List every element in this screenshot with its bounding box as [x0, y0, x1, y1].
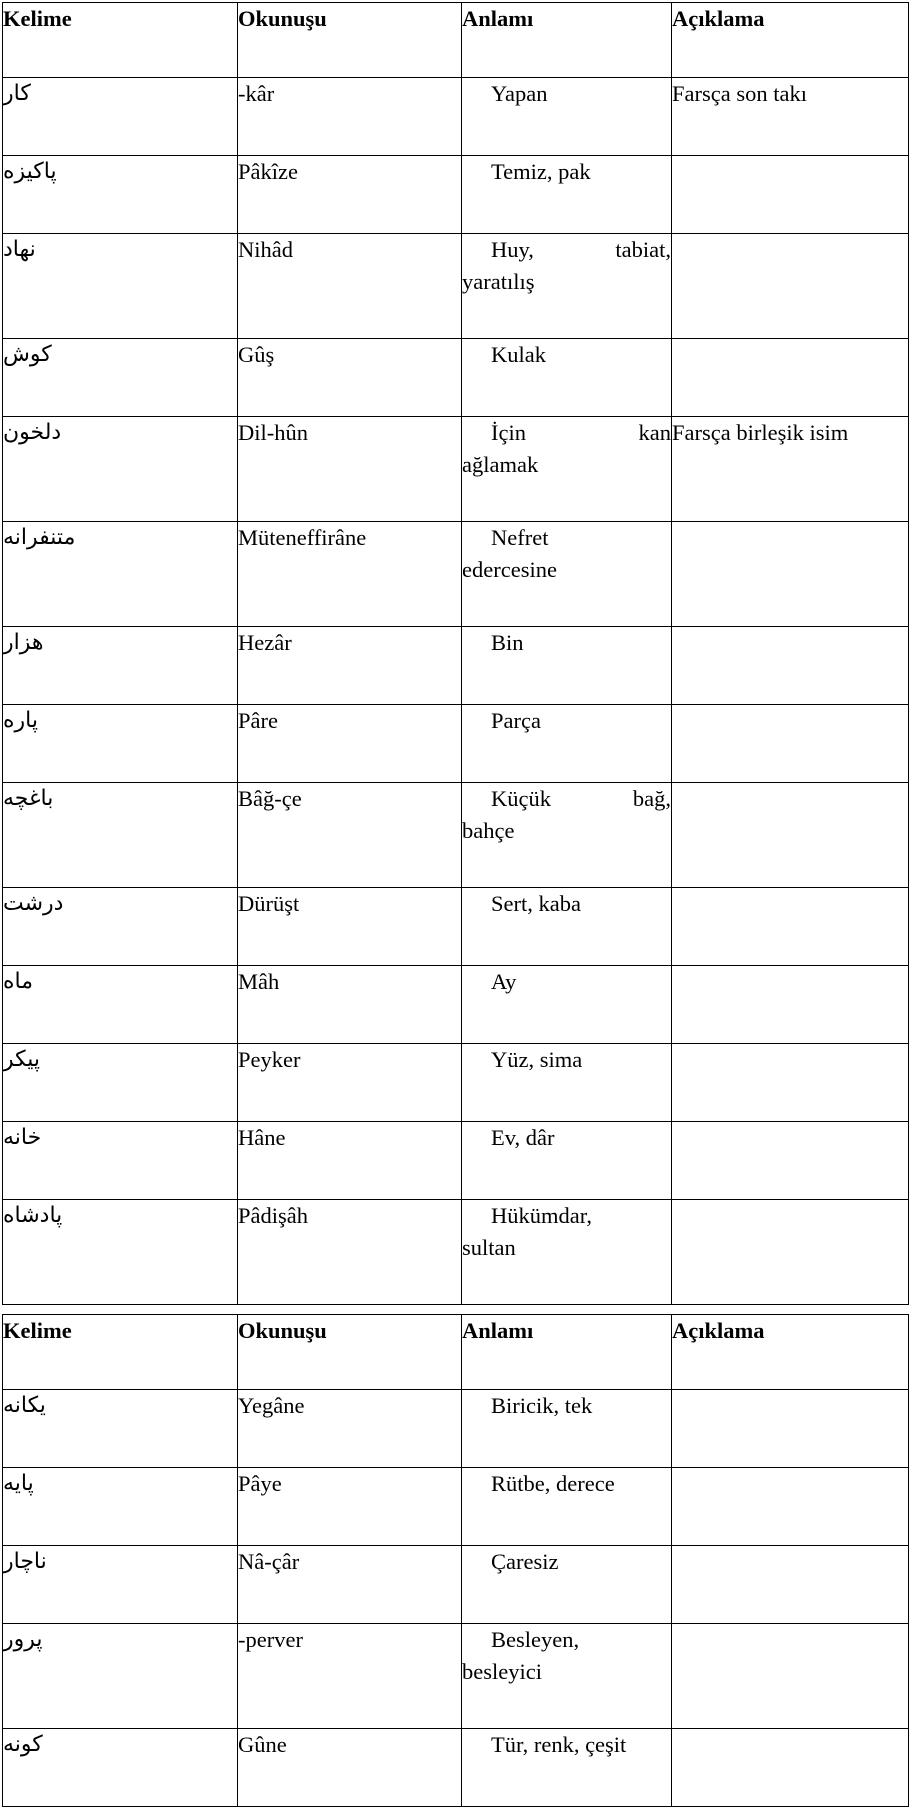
meaning-cell [462, 522, 672, 627]
reading-cell: Dürüşt [238, 888, 462, 966]
reading-cell: -perver [238, 1624, 462, 1729]
word-cell: پرور [3, 1624, 238, 1729]
meaning-line-2: yaratılış [462, 269, 535, 294]
header-anlami: Anlamı [462, 3, 672, 78]
meaning-cell [462, 888, 672, 966]
word-cell: پادشاه [3, 1200, 238, 1305]
word-cell: دلخون [3, 417, 238, 522]
reading-cell: Hezâr [238, 627, 462, 705]
table-row [3, 783, 909, 888]
word-cell: يكانه [3, 1390, 238, 1468]
meaning-text: Sert, kaba [491, 891, 581, 916]
table-row [3, 522, 909, 627]
meaning-cell [462, 1044, 672, 1122]
meaning-cell [462, 627, 672, 705]
meaning-cell [462, 783, 672, 888]
meaning-text: Rütbe, derece [491, 1471, 615, 1496]
table-header-row [3, 1315, 909, 1390]
word-cell: هزار [3, 627, 238, 705]
reading-cell: Yegâne [238, 1390, 462, 1468]
note-cell: Farsça birleşik isim [672, 417, 909, 522]
meaning-line-2: sultan [462, 1235, 516, 1260]
meaning-text: Yapan [491, 81, 548, 106]
note-cell [672, 1044, 909, 1122]
meaning-line-1 [462, 783, 671, 815]
reading-cell: Dil-hûn [238, 417, 462, 522]
table-row [3, 888, 909, 966]
note-cell [672, 705, 909, 783]
meaning-line-1 [462, 417, 671, 449]
note-cell [672, 1729, 909, 1807]
word-cell: متنفرانه [3, 522, 238, 627]
meaning-cell [462, 1729, 672, 1807]
vocabulary-table-1 [2, 2, 909, 1305]
meaning-line-2: edercesine [462, 557, 557, 582]
meaning-word: tabiat, [615, 237, 671, 262]
meaning-text: Tür, renk, çeşit [491, 1732, 627, 1757]
table-row [3, 966, 909, 1044]
table-row [3, 417, 909, 522]
word-cell: پاره [3, 705, 238, 783]
reading-cell: Pâre [238, 705, 462, 783]
word-cell: كوش [3, 339, 238, 417]
header-okunusu: Okunuşu [238, 1315, 462, 1390]
table-row [3, 1729, 909, 1807]
table-row [3, 1122, 909, 1200]
meaning-text: Biricik, tek [491, 1393, 593, 1418]
table-row [3, 1044, 909, 1122]
meaning-cell [462, 234, 672, 339]
table-row [3, 1624, 909, 1729]
word-cell: پايه [3, 1468, 238, 1546]
meaning-text: Kulak [491, 342, 546, 367]
note-cell [672, 1200, 909, 1305]
meaning-line-1: Besleyen, [491, 1627, 580, 1652]
note-cell [672, 1390, 909, 1468]
meaning-cell [462, 1546, 672, 1624]
meaning-cell [462, 1468, 672, 1546]
note-cell [672, 627, 909, 705]
meaning-text: Çaresiz [491, 1549, 559, 1574]
reading-cell: Bâğ-çe [238, 783, 462, 888]
table-row [3, 1200, 909, 1305]
meaning-cell [462, 1624, 672, 1729]
table-row [3, 1546, 909, 1624]
meaning-cell [462, 1200, 672, 1305]
reading-cell: Hâne [238, 1122, 462, 1200]
table-row [3, 156, 909, 234]
note-cell [672, 966, 909, 1044]
meaning-cell [462, 705, 672, 783]
table-row [3, 705, 909, 783]
note-cell [672, 888, 909, 966]
note-cell [672, 783, 909, 888]
note-cell [672, 1546, 909, 1624]
note-cell [672, 339, 909, 417]
header-okunusu: Okunuşu [238, 3, 462, 78]
note-cell [672, 156, 909, 234]
reading-cell: Nâ-çâr [238, 1546, 462, 1624]
header-kelime: Kelime [3, 1315, 238, 1390]
note-cell [672, 234, 909, 339]
meaning-cell [462, 339, 672, 417]
meaning-text: Bin [491, 630, 524, 655]
vocabulary-table-2 [2, 1314, 909, 1807]
meaning-cell [462, 1122, 672, 1200]
meaning-word: Küçük [491, 786, 551, 811]
meaning-text: Ev, dâr [491, 1125, 555, 1150]
meaning-text: Parça [491, 708, 541, 733]
word-cell: باغچه [3, 783, 238, 888]
word-cell: خانه [3, 1122, 238, 1200]
reading-cell: Gûş [238, 339, 462, 417]
meaning-line-2: ağlamak [462, 452, 539, 477]
word-cell: درشت [3, 888, 238, 966]
meaning-cell [462, 966, 672, 1044]
header-anlami: Anlamı [462, 1315, 672, 1390]
meaning-text: Ay [491, 969, 517, 994]
note-cell [672, 522, 909, 627]
word-cell: پاكيزه [3, 156, 238, 234]
word-cell: كار [3, 78, 238, 156]
reading-cell: Pâkîze [238, 156, 462, 234]
note-cell [672, 1468, 909, 1546]
reading-cell: Nihâd [238, 234, 462, 339]
note-cell [672, 1624, 909, 1729]
reading-cell: Peyker [238, 1044, 462, 1122]
table-row [3, 627, 909, 705]
reading-cell: Müteneffirâne [238, 522, 462, 627]
meaning-line-2: bahçe [462, 818, 515, 843]
meaning-line-1 [462, 234, 671, 266]
header-aciklama: Açıklama [672, 1315, 909, 1390]
reading-cell: Pâye [238, 1468, 462, 1546]
note-cell: Farsça son takı [672, 78, 909, 156]
reading-cell: Pâdişâh [238, 1200, 462, 1305]
table-row [3, 1390, 909, 1468]
word-cell: ماه [3, 966, 238, 1044]
header-kelime: Kelime [3, 3, 238, 78]
word-cell: نهاد [3, 234, 238, 339]
meaning-word: bağ, [632, 786, 671, 811]
reading-cell: -kâr [238, 78, 462, 156]
header-aciklama: Açıklama [672, 3, 909, 78]
meaning-word: Huy, [491, 237, 534, 262]
note-cell [672, 1122, 909, 1200]
meaning-line-2: besleyici [462, 1659, 542, 1684]
reading-cell: Mâh [238, 966, 462, 1044]
meaning-line-1: Hükümdar, [491, 1203, 592, 1228]
meaning-cell [462, 78, 672, 156]
meaning-line-1: Nefret [491, 525, 549, 550]
word-cell: كونه [3, 1729, 238, 1807]
meaning-text: Temiz, pak [491, 159, 591, 184]
meaning-text: Yüz, sima [491, 1047, 583, 1072]
meaning-cell [462, 156, 672, 234]
table-row [3, 78, 909, 156]
table-row [3, 234, 909, 339]
meaning-cell [462, 417, 672, 522]
word-cell: ناچار [3, 1546, 238, 1624]
table-row [3, 1468, 909, 1546]
meaning-word: kan [638, 420, 671, 445]
table-header-row [3, 3, 909, 78]
meaning-word: İçin [491, 420, 526, 445]
meaning-cell [462, 1390, 672, 1468]
reading-cell: Gûne [238, 1729, 462, 1807]
table-row [3, 339, 909, 417]
word-cell: پيكر [3, 1044, 238, 1122]
